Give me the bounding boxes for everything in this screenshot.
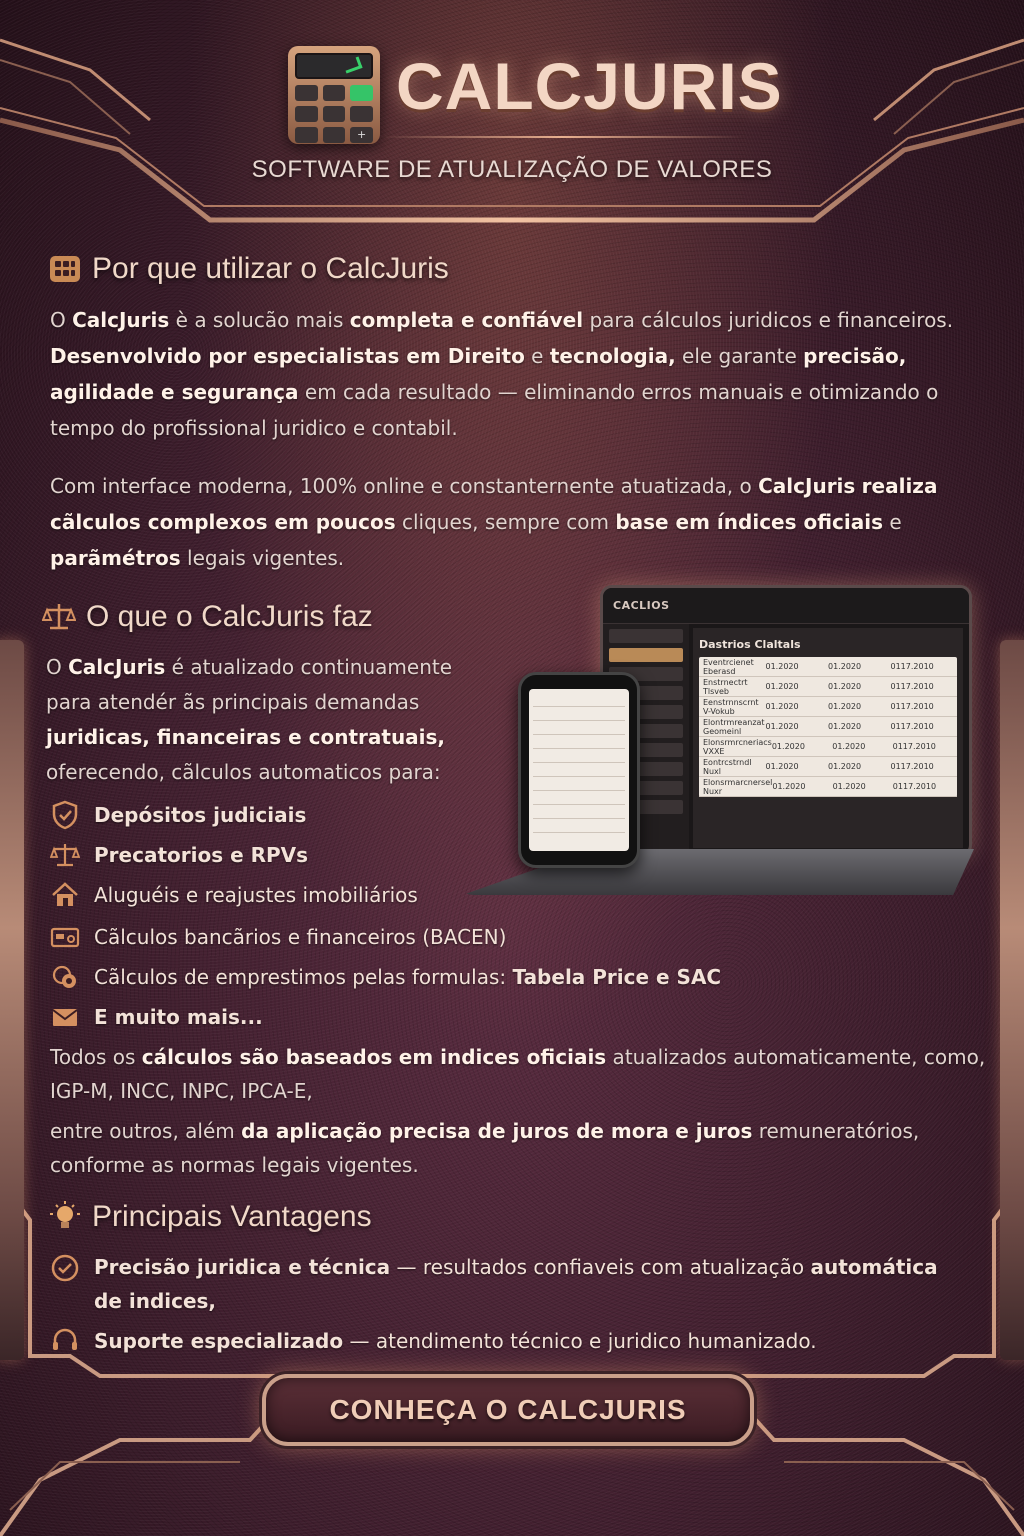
bold-text: CalcJuris [72,308,170,332]
text-run: O [50,308,73,332]
tagline: SOFTWARE DE ATUALIZAÇÃO DE VALORES [251,156,773,183]
feature-label: Aluguéis e reajustes imobiliários [94,883,418,907]
feature-label: Cãlculos de emprestimos pelas formulas: [94,965,513,989]
feature-label-bold: Tabela Price e SAC [512,965,722,989]
text-run: remuneratórios, conforme as normas legais vigentes. [50,1119,920,1177]
screen-table-cell: 01.2020 [828,702,862,711]
text-run: é atualizado continuamente para atendér ãs principais demandas [46,655,453,714]
feature-label: E muito mais... [94,1005,263,1029]
brand-name: CALCJURIS [396,49,783,123]
advantage-text: — resultados confiaveis com atualização [390,1255,811,1279]
advantage-text: — atendimento técnico e juridico humanizado. [343,1329,817,1353]
check-circle-icon [50,1253,80,1283]
bold-text: CalcJuris [758,474,856,498]
bold-text: parãmétros [50,546,181,570]
screen-table-cell: 01.2020 [832,742,866,751]
screen-table-cell: Eventrcienet Eberasd [703,657,754,676]
bold-text: juridicas, financeiras e contratuais, [46,725,446,749]
advantages-heading [48,1200,372,1234]
bold-text: cálculos são baseados [141,1045,393,1069]
screen-table-cell: Elonsrmrcneriacs VXXE [703,737,772,756]
grid-icon [48,252,82,286]
screen-table-cell: 01.2020 [765,702,799,711]
text-run: Com interface moderna, 100% online e constanternente atuatizada, o [50,474,759,498]
header-divider [382,136,742,138]
screen-table-cell: 01.2020 [828,662,862,671]
bold-text: precisão, agilidade e segurança [50,344,907,404]
screen-table-cell: 01.2020 [828,722,862,731]
bold-text: em indices oficiais [398,1045,607,1069]
screen-table-cell: Elontrmreanzat Geomeinl [703,717,765,736]
screen-table-cell: 0117.2010 [892,742,936,751]
envelope-icon [50,1002,80,1032]
right-frame-pillar [1000,640,1024,1360]
bold-text: Desenvolvido por especialistas em Direito [50,344,525,368]
text-run: è a solucão mais [169,308,350,332]
phone-screen [529,689,629,851]
bold-text: e juros [675,1119,753,1143]
features-intro [46,650,486,790]
text-run: oferecendo, cãlculos automaticos para: [46,760,441,784]
screen-table-cell: Elonsrmarcnersel Nuxr [703,777,773,796]
scales-icon [50,840,80,870]
header [0,40,1024,200]
screen-table-cell: 01.2020 [772,782,806,791]
bank-card-icon [50,922,80,952]
feature-label: Cãlculos bancãrios e financeiros (BACEN) [94,925,507,949]
lightbulb-icon [48,1200,82,1234]
calculator-logo-icon: + [288,46,380,144]
text-run: cliques, sempre com [395,510,616,534]
text-run: Todos os [50,1045,142,1069]
why-paragraph-2 [50,468,1000,576]
bold-text: completa e confiável [349,308,584,332]
feature-item [50,962,721,992]
advantage-bold: Precisão juridica e técnica [94,1255,391,1279]
screen-table-cell: 01.2020 [765,762,799,771]
screen-table-row [699,717,957,737]
text-run: para cálculos juridicos e financeiros. [583,308,954,332]
text-run: ele garante [675,344,804,368]
bold-text: realiza cãlculos complexos em poucos [50,474,938,534]
feature-item [50,800,306,830]
bold-text: da aplicação precisa de juros de mora [241,1119,669,1143]
cta-button[interactable]: CONHEÇA O CALCJURIS [262,1374,754,1446]
screen-table-row [699,697,957,717]
feature-label: Precatorios e RPVs [94,843,309,867]
feature-label: Depósitos judiciais [94,803,307,827]
advantages-title: Principais Vantagens [92,1200,372,1233]
phone-mockup [518,672,640,868]
text-run: legais vigentes. [180,546,345,570]
feature-item [50,922,506,952]
left-frame-pillar [0,640,24,1360]
screen-table-cell: 0117.2010 [892,782,937,791]
interest-paragraph [50,1114,1005,1182]
screen-table-cell: 0117.2010 [890,722,934,731]
bold-text: tecnologia, [549,344,676,368]
coins-icon [50,962,80,992]
app-main [693,628,963,848]
bold-text: CalcJuris [68,655,166,679]
feature-item [50,840,308,870]
screen-table-cell: Eenstrnnscrnt V-Vokub [703,697,759,716]
screen-table-cell: 01.2020 [771,742,805,751]
screen-table [699,657,957,797]
why-title: Por que utilizar o CalcJuris [92,252,449,285]
text-run: entre outros, além [50,1119,242,1143]
screen-table-cell: 01.2020 [765,722,799,731]
screen-table-cell: 0117.2010 [890,762,934,771]
advantage-item [50,1326,817,1356]
indices-paragraph [50,1040,1005,1108]
laptop-screen [600,585,972,857]
advantage-bold-2: automática de indices, [94,1255,938,1313]
screen-table-row [699,657,957,677]
screen-table-cell: 0117.2010 [890,702,934,711]
features-heading [42,600,373,634]
screen-table-cell: 01.2020 [828,682,862,691]
screen-table-cell: 0117.2010 [890,682,934,691]
why-paragraph-1 [50,302,1000,446]
advantage-item [50,1250,970,1318]
screen-table-cell: 0117.2010 [890,662,934,671]
shield-check-icon [50,800,80,830]
text-run: em cada resultado — eliminando erros manuais e otimizando o tempo do profissional juridico e contabil. [50,380,939,440]
screen-table-cell: Eontrcstrndl Nuxl [703,757,752,776]
features-title: O que o CalcJuris faz [86,600,373,633]
screen-table-row [699,757,957,777]
screen-table-row [699,737,957,757]
screen-table-cell: 01.2020 [832,782,866,791]
screen-table-cell: Enstrnectrt Tlsveb [703,677,748,696]
screen-table-cell: 01.2020 [765,662,799,671]
text-run: e [524,344,550,368]
app-title: CACLIOS [613,599,670,612]
text-run: e [883,510,902,534]
text-run: atualizados automaticamente, como, IGP-M, INCC, INPC, IPCA-E, [50,1045,986,1103]
house-icon [50,880,80,910]
screen-table-row [699,677,957,697]
text-run: O [46,655,69,679]
screen-table-row [699,777,957,797]
headset-icon [50,1326,80,1356]
feature-item [50,880,418,910]
bold-text: base em índices oficiais [615,510,884,534]
screen-table-cell: 01.2020 [828,762,862,771]
feature-item [50,1002,263,1032]
screen-title: Dastrios Claltals [699,638,801,651]
screen-table-cell: 01.2020 [765,682,799,691]
why-heading [48,252,449,286]
advantage-bold: Suporte especializado [94,1329,344,1353]
scales-icon [42,600,76,634]
